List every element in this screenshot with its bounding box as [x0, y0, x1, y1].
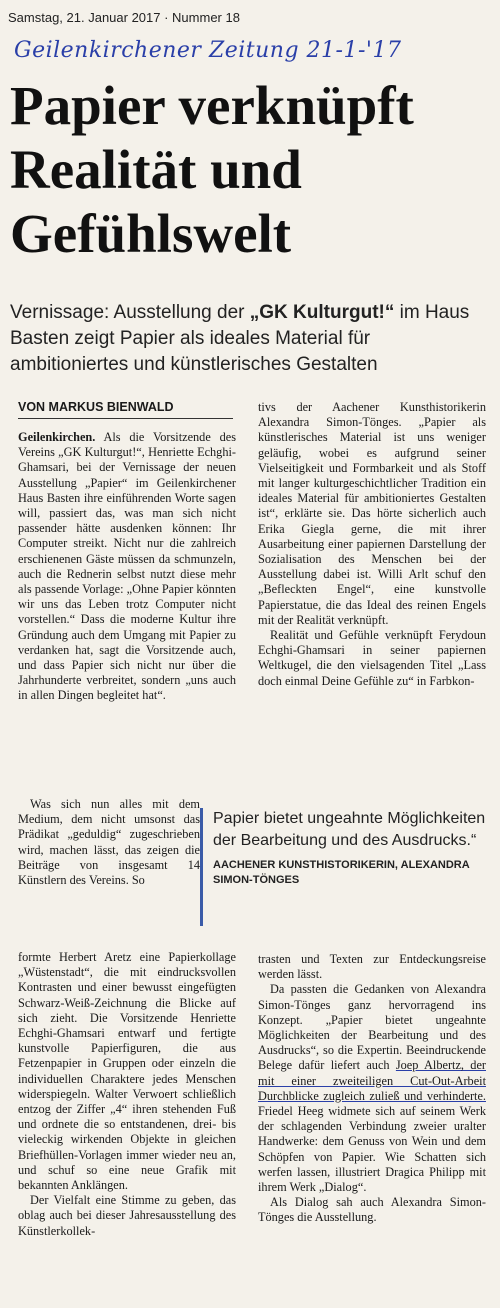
- paragraph: Was sich nun alles mit dem Medium, dem nicht umsonst das Prädikat „geduldig“ zugeschrieben wird, machen lässt, das zeigen die Beiträge von insgesamt 14 Künstlern des Vereins. So: [18, 797, 200, 888]
- paragraph: [18, 430, 236, 704]
- pull-quote: [200, 808, 493, 926]
- column-2-top: [258, 400, 486, 689]
- dateline-place: Geilenkirchen.: [18, 430, 96, 444]
- subhead-bold: „GK Kulturgut!“: [249, 302, 395, 323]
- headline-line-3: Gefühlswelt: [10, 203, 292, 264]
- paragraph-text: Als die Vorsitzende des Vereins „GK Kulturgut!“, Henriette Echghi-Ghamsari, bei der Vernissage der neuen Ausstellung „Papier“ im Geilenkirchener Haus Basten ihre einführenden Worte sagen will, passiert das, was man sich nicht passender hätte ausdenken können: Ihr Computer streikt. Nicht nur die zahlreich erschienenen Gäste müssen da schmunzeln, auch die Rednerin selbst nutzt diese mehr als passende Vorlage: „Ohne Papier könnten wir uns das Leben trotz Computer nicht vorstellen.“ Dass die moderne Kultur ihre Gründung auch dem Umgang mit Papier zu verdanken hat, sagt die Vorsitzende auch, und dass Papier sich nicht nur über die Jahrhunderte verbreitet, sondern „uns auch in allen Dingen begleitet hat“.: [18, 430, 236, 703]
- paragraph: Der Vielfalt eine Stimme zu geben, das oblag auch bei dieser Jahresausstellung des Künstlerkollek-: [18, 1193, 236, 1238]
- column-1-top: [18, 430, 236, 704]
- subhead-pre: Vernissage: Ausstellung der: [10, 302, 250, 323]
- pull-quote-text: Papier bietet ungeahnte Möglichkeiten der Bearbeitung und des Ausdrucks.“: [213, 810, 486, 849]
- issue-line: Samstag, 21. Januar 2017 · Nummer 18: [8, 10, 240, 25]
- headline-line-1: Papier verknüpft: [10, 75, 414, 136]
- pull-quote-source: AACHENER KUNSTHISTORIKERIN, ALEXANDRA SIMON-TÖNGES: [213, 859, 470, 886]
- underlined-passage: Joep Albertz, der mit einer zweiteiligen Cut-Out-Arbeit Durchblicke zugleich zuließ und verhinderte.: [258, 1058, 486, 1103]
- column-2-bottom: [258, 952, 486, 1226]
- paragraph: Realität und Gefühle verknüpft Ferydoun Echghi-Ghamsari in seiner papiernen Weltkugel, die den vielsagenden Titel „Lass doch einmal Deine Gefühle zu“ in Farbkon-: [258, 628, 486, 688]
- paragraph: formte Herbert Aretz eine Papierkollage „Wüstenstadt“, die mit eindrucksvollen Kontrasten und einer bewusst eingefügten Schwarz-Weiß-Zeichnung die Blicke auf sich zieht. Die Vorsitzende Henriette Echghi-Ghamsari entwarf und fertigte kunstvolle Papierfiguren, die aus Fetzenpapier in Gruppen oder einzeln die individuellen Charaktere jedes Menschen widerspiegeln. Walter Verwoert schließlich entzog der Ziffer „4“ ihren stehenden Fuß und ordnete die so entstandenen, drei- bis vieleckig wirkenden Objekte in gleichen Briefhüllen-Vorlagen immer wieder neu an, und schuf so eine neue Grafik mit bekannten Anklängen.: [18, 950, 236, 1193]
- column-1-bottom: [18, 950, 236, 1239]
- handwritten-source-note: Geilenkirchener Zeitung 21-1-'17: [14, 38, 402, 63]
- paragraph: [258, 982, 486, 1195]
- paragraph-text: Da passten die Gedanken von Alexandra Simon-Tönges ganz hervorragend ins Konzept. „Papier bietet ungeahnte Möglichkeiten der Bearbeitung und des Ausdrucks“, so die Expertin. Beeindruckende Belege dafür liefert auch: [258, 982, 486, 1073]
- headline-line-2: Realität und: [10, 139, 302, 200]
- paragraph: Als Dialog sah auch Alexandra Simon-Tönges die Ausstellung.: [258, 1195, 486, 1225]
- paragraph-text: Friedel Heeg widmete sich auf seinem Werk der schlagenden Verbindung zweier uralter Handwerke: dem Genuss von Wein und dem Schöpfen von Papier. Wie Schatten sich werfen lassen, illustriert Dragica Philipp mit ihrem Werk „Dialog“.: [258, 1104, 486, 1195]
- article-headline: [10, 74, 495, 266]
- paragraph: trasten und Texten zur Entdeckungsreise werden lässt.: [258, 952, 486, 982]
- column-1-narrow: [18, 797, 200, 888]
- subhead-post: im Haus Basten zeigt Papier als ideales Material für ambitioniertes und künstlerisches Gestalten: [10, 302, 470, 375]
- byline: VON MARKUS BIENWALD: [18, 400, 233, 419]
- paragraph: tivs der Aachener Kunsthistorikerin Alexandra Simon-Tönges. „Papier als künstlerisches Material ist uns weniger geläufig, wobei es aufgrund seiner Vielseitigkeit und Formbarkeit und als Stoff mit langer kulturgeschichtlicher Tradition ein ideales Material für ambitioniertes Gestalten ist“, erklärte sie. Das hörte sicherlich auch Erika Giegla gerne, die mit ihrer Ausarbeitung einer papiernen Darstellung der Sozialisation des Menschen bei der Ausstellung dabei ist. Willi Arlt schuf den „Befleckten Engel“, eine kunstvolle Papierstatue, die das Ideal des reinen Engels mit der Realität verknüpft.: [258, 400, 486, 627]
- article-subheadline: [10, 300, 490, 378]
